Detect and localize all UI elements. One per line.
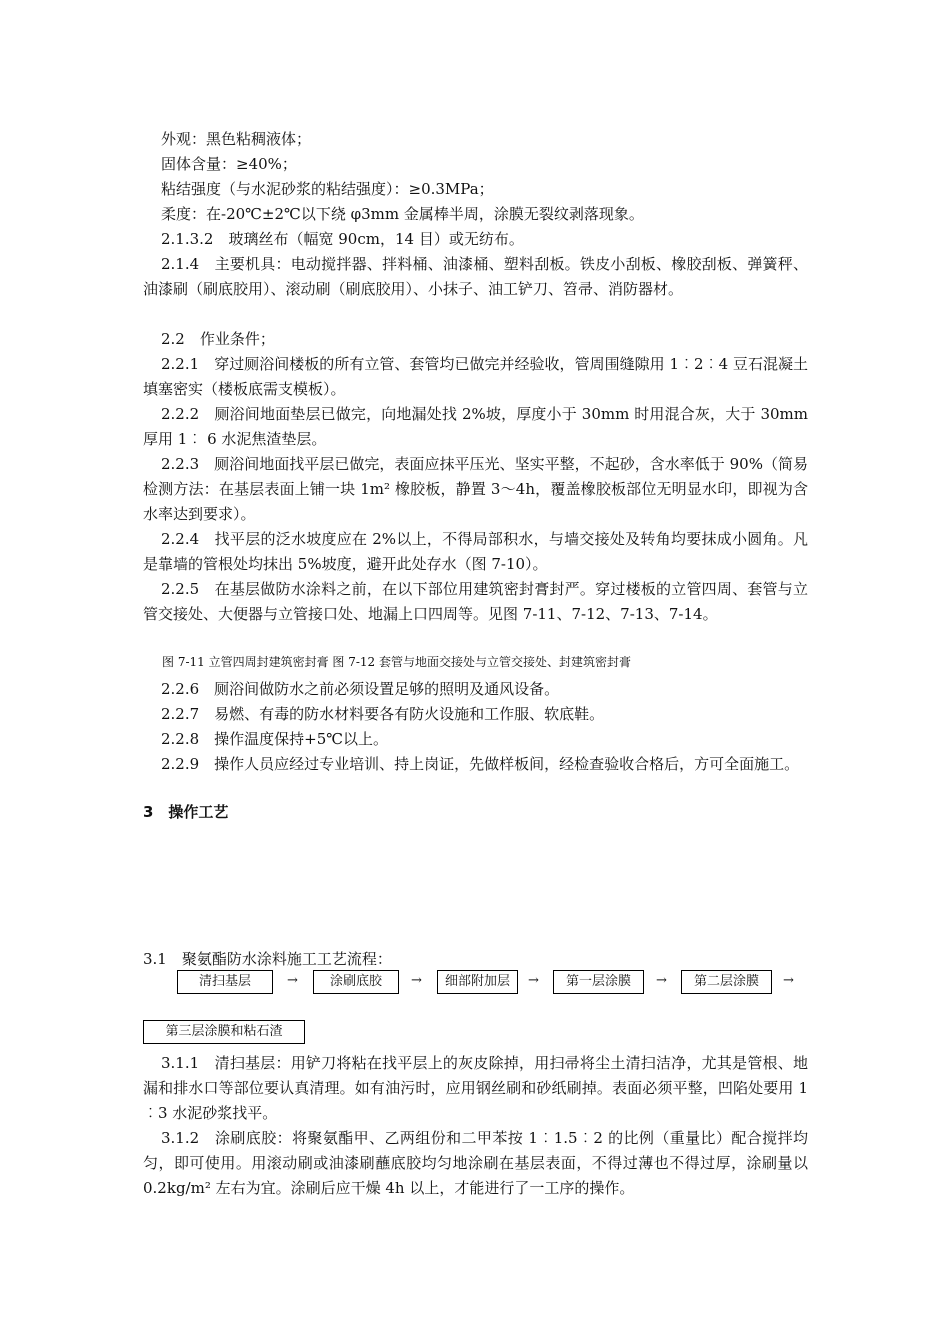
- paragraph-2-2-3: 2.2.3 厕浴间地面找平层已做完，表面应抹平压光、坚实平整，不起砂，含水率低于 90%（简易检测方法：在基层表面上铺一块 1m² 橡胶板，静置 3～4h，覆盖橡胶板部位无明显水印，即视为含水率达到要求）。: [143, 455, 808, 523]
- paragraph-2-2-5: 2.2.5 在基层做防水涂料之前，在以下部位用建筑密封膏封严。穿过楼板的立管四周、套管与立管交接处、大便器与立管接口处、地漏上口四周等。见图 7-11、7-12、7-13、7-14。: [143, 580, 808, 623]
- text-line-bond-strength: 粘结强度（与水泥砂浆的粘结强度）：≥0.3MPa；: [161, 180, 494, 198]
- flow-step-detail-layer: 细部附加层: [437, 970, 518, 994]
- flow-arrow: →: [656, 973, 667, 988]
- flow-arrow: →: [287, 973, 298, 988]
- figure-caption: 图 7-11 立管四周封建筑密封膏 图 7-12 套管与地面交接处与立管交接处、封建筑密封膏: [162, 655, 631, 669]
- flow-step-second-coat: 第二层涂膜: [681, 970, 772, 994]
- paragraph-2-2-2: 2.2.2 厕浴间地面垫层已做完，向地漏处找 2%坡，厚度小于 30mm 时用混合灰，大于 30mm 厚用 1︰ 6 水泥焦渣垫层。: [143, 405, 808, 448]
- section-2-2-title: 2.2 作业条件；: [161, 330, 275, 348]
- section-3-1-title: 3.1 聚氨酯防水涂料施工工艺流程：: [143, 950, 392, 968]
- text-line-glass-cloth: 2.1.3.2 玻璃丝布（幅宽 90cm，14 目）或无纺布。: [161, 230, 524, 248]
- paragraph-3-1-1: 3.1.1 清扫基层：用铲刀将粘在找平层上的灰皮除掉，用扫帚将尘土清扫洁净，尤其是管根、地漏和排水口等部位要认真清理。如有油污时，应用钢丝刷和砂纸刷掉。表面必须平整，凹陷处要用 1︰3 水泥砂浆找平。: [143, 1054, 808, 1122]
- text-line-appearance: 外观：黑色粘稠液体；: [161, 130, 312, 148]
- paragraph-3-1-2: 3.1.2 涂刷底胶：将聚氨酯甲、乙两组份和二甲苯按 1︰1.5︰2 的比例（重量比）配合搅拌均匀，即可使用。用滚动刷或油漆刷蘸底胶均匀地涂刷在基层表面，不得过薄也不得过厚，涂刷量以 0.2kg/m² 左右为宜。涂刷后应干燥 4h 以上，才能进行了一工序的操作。: [143, 1129, 808, 1197]
- flow-step-primer: 涂刷底胶: [313, 970, 399, 994]
- paragraph-2-2-4: 2.2.4 找平层的泛水坡度应在 2%以上，不得局部积水，与墙交接处及转角均要抹成小圆角。凡是靠墙的管根处均抹出 5%坡度，避开此处存水（图 7-10）。: [143, 530, 808, 573]
- paragraph-2-2-1: 2.2.1 穿过厕浴间楼板的所有立管、套管均已做完并经验收，管周围缝隙用 1︰2︰4 豆石混凝土填塞密实（楼板底需支模板）。: [143, 355, 808, 398]
- flow-arrow: →: [528, 973, 539, 988]
- text-line-solid-content: 固体含量：≥40%；: [161, 155, 297, 173]
- flow-arrow: →: [411, 973, 422, 988]
- paragraph-2-2-6: 2.2.6 厕浴间做防水之前必须设置足够的照明及通风设备。: [161, 680, 560, 698]
- flow-step-clean-base: 清扫基层: [177, 970, 273, 994]
- paragraph-2-2-8: 2.2.8 操作温度保持+5℃以上。: [161, 730, 389, 748]
- section-3-heading: 3 操作工艺: [143, 803, 229, 821]
- paragraph-2-2-7: 2.2.7 易燃、有毒的防水材料要各有防火设施和工作服、软底鞋。: [161, 705, 605, 723]
- flow-arrow: →: [783, 973, 794, 988]
- flow-step-first-coat: 第一层涂膜: [553, 970, 644, 994]
- flow-step-third-coat-gravel: 第三层涂膜和粘石渣: [143, 1020, 305, 1044]
- paragraph-2-2-9: 2.2.9 操作人员应经过专业培训、持上岗证，先做样板间，经检查验收合格后，方可全面施工。: [161, 755, 800, 773]
- text-line-flexibility: 柔度：在-20℃±2℃以下绕 φ3mm 金属棒半周，涂膜无裂纹剥落现象。: [161, 205, 644, 223]
- paragraph-2-1-4: 2.1.4 主要机具：电动搅拌器、拌料桶、油漆桶、塑料刮板。铁皮小刮板、橡胶刮板、弹簧秤、油漆刷（刷底胶用）、滚动刷（刷底胶用）、小抹子、油工铲刀、笤帚、消防器材。: [143, 255, 808, 298]
